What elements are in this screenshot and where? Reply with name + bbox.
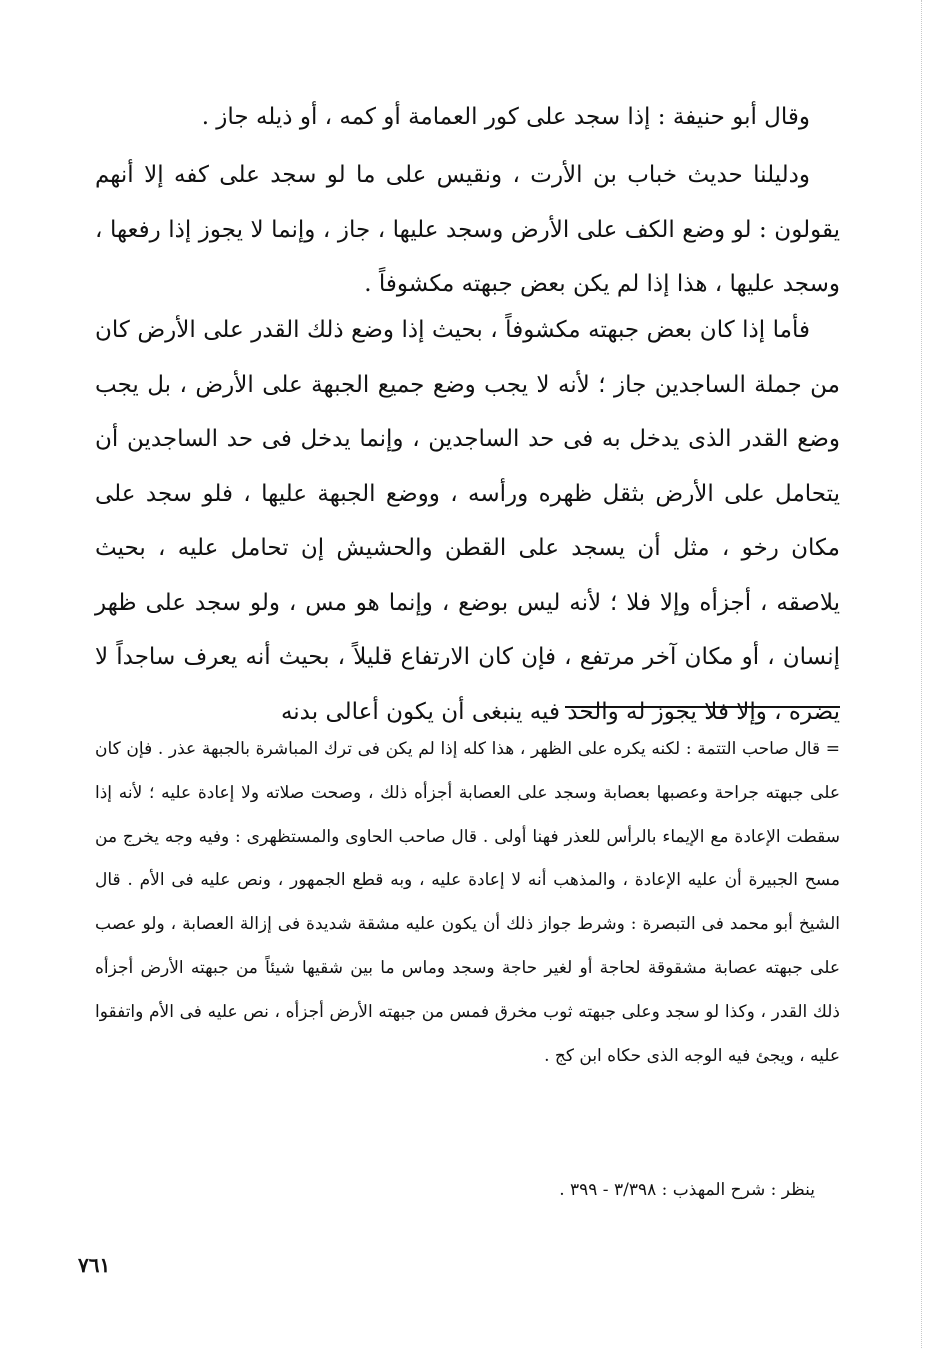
- page-edge-dotted-line: [921, 0, 922, 1348]
- main-paragraph-1: [95, 90, 840, 145]
- paragraph-text: فأما إذا كان بعض جبهته مكشوفاً ، بحيث إذا وضع ذلك القدر على الأرض كان من جملة الساجدين جاز ؛ لأنه لا يجب وضع جميع الجبهة على الأرض ، بل يجب وضع القدر الذى يدخل به فى حد الساجدين ، وإنما يدخل فى حد الساجدين أن يتحامل على الأرض بثقل ظهره ورأسه ، ووضع الجبهة عليها ، فلو سجد على مكان رخو ، مثل أن يسجد على القطن والحشيش إن تحامل عليه ، بحيث يلاصقه ، أجزأه وإلا فلا ؛ لأنه ليس بوضع ، وإنما هو مس ، ولو سجد على ظهر إنسان ، أو مكان آخر مرتفع ، فإن كان الارتفاع قليلاً ، بحيث أنه يعرف ساجداً لا يضره ، وإلا فلا يجوز له والحد فيه ينبغى أن يكون أعالى بدنه: [95, 317, 840, 725]
- footnote: [95, 728, 840, 1078]
- page-number: ٧٦١: [78, 1253, 111, 1277]
- main-paragraph-3: [95, 303, 840, 739]
- paragraph-text: ودليلنا حديث خباب بن الأرت ، ونقيس على ما لو سجد على كفه إلا أنهم يقولون : لو وضع الكف على الأرض وسجد عليها ، جاز ، وإنما لا يجوز إذا رفعها ، وسجد عليها ، هذا إذا لم يكن بعض جبهته مكشوفاً .: [95, 162, 840, 297]
- paragraph-text: وقال أبو حنيفة : إذا سجد على كور العمامة أو كمه ، أو ذيله جاز .: [201, 104, 810, 130]
- main-paragraph-2: [95, 148, 840, 312]
- footnote-source: ينظر : شرح المهذب : ٣/٣٩٨ - ٣٩٩ .: [559, 1180, 815, 1200]
- footnote-text: = قال صاحب التتمة : لكنه يكره على الظهر ، هذا كله إذا لم يكن فى ترك المباشرة بالجبهة عذر . فإن كان على جبهته جراحة وعصبها بعصابة وسجد على العصابة أجزأه ذلك ، وصحت صلاته ولا إعادة عليه ؛ لأنه إذا سقطت الإعادة مع الإيماء بالرأس للعذر فهنا أولى . قال صاحب الحاوى والمستظهرى : وفيه وجه يخرج من مسح الجبيرة أن عليه الإعادة ، والمذهب أنه لا إعادة عليه ، وبه قطع الجمهور ، ونص عليه فى الأم . قال الشيخ أبو محمد فى التبصرة : وشرط جواز ذلك أن يكون عليه مشقة شديدة فى إزالة العصابة ، ولو عصب على جبهته عصابة مشقوقة لحاجة أو لغير حاجة وسجد وماس ما بين شقيها شيئاً من جبهته الأرض أجزأه ذلك القدر ، وكذا لو سجد وعلى جبهته ثوب مخرق فمس من جبهته الأرض أجزأه ، نص عليه فى الأم واتفقوا عليه ، ويجئ فيه الوجه الذى حكاه ابن كج .: [95, 739, 840, 1066]
- footnote-divider: [565, 706, 840, 708]
